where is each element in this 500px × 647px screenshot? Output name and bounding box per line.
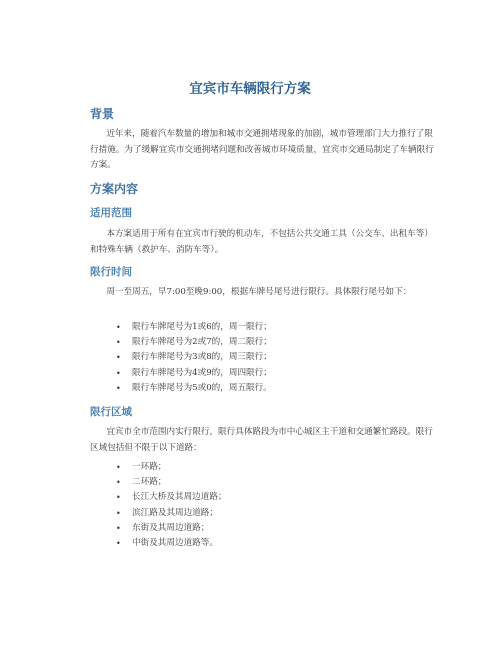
list-item bbox=[116, 381, 272, 396]
bullet-icon: • bbox=[116, 353, 121, 363]
subheading-area: 限行区域 bbox=[90, 406, 132, 418]
list-item bbox=[116, 475, 227, 490]
list-item bbox=[116, 536, 227, 551]
list-item-text: 限行车牌尾号为3或8的，周三限行； bbox=[132, 352, 272, 363]
area-list bbox=[116, 460, 227, 551]
bullet-icon: • bbox=[116, 383, 121, 393]
list-item-text: 二环路； bbox=[132, 477, 167, 488]
list-item-text: 滨江路及其周边道路； bbox=[132, 507, 218, 518]
list-item bbox=[116, 366, 272, 381]
list-item-text: 限行车牌尾号为1或6的，周一限行； bbox=[132, 322, 272, 332]
list-item-text: 中街及其周边道路等。 bbox=[132, 538, 218, 549]
list-item-text: 限行车牌尾号为2或7的，周二限行； bbox=[132, 337, 272, 348]
time-paragraph: 周一至周五，早7:00至晚9:00，根据车牌号尾号进行限行。具体限行尾号如下： bbox=[106, 287, 412, 297]
document-title: 宜宾市车辆限行方案 bbox=[189, 81, 311, 97]
background-paragraph: 近年来，随着汽车数量的增加和城市交通拥堵现象的加剧，城市管理部门大力推行了限行措施。为了缓解宜宾市交通拥堵问题和改善城市环境质量，宜宾市交通局制定了车辆限行方案。 bbox=[90, 129, 434, 170]
list-item bbox=[116, 521, 227, 536]
area-paragraph: 宜宾市全市范围内实行限行，限行具体路段为市中心城区主干道和交通繁忙路段。限行区域包括但不限于以下道路： bbox=[90, 427, 433, 453]
list-item-text: 限行车牌尾号为5或0的，周五限行。 bbox=[132, 382, 272, 393]
bullet-icon: • bbox=[116, 539, 121, 549]
list-item bbox=[116, 506, 227, 521]
bullet-icon: • bbox=[116, 478, 121, 488]
list-item bbox=[116, 490, 227, 505]
list-item bbox=[116, 335, 272, 350]
bullet-icon: • bbox=[116, 523, 121, 533]
bullet-icon: • bbox=[116, 463, 121, 472]
bullet-icon: • bbox=[116, 338, 121, 348]
list-item bbox=[116, 320, 272, 335]
list-item-text: 长江大桥及其周边道路； bbox=[132, 492, 227, 503]
time-list bbox=[116, 320, 272, 396]
section-heading-background: 背景 bbox=[90, 107, 115, 121]
list-item-text: 东街及其周边道路； bbox=[132, 522, 210, 533]
list-item-text: 一环路； bbox=[132, 462, 167, 472]
list-item bbox=[116, 460, 227, 475]
list-item bbox=[116, 350, 272, 365]
bullet-icon: • bbox=[116, 368, 121, 378]
subheading-scope: 适用范围 bbox=[90, 207, 132, 219]
scope-paragraph: 本方案适用于所有在宜宾市行驶的机动车，不包括公共交通工具（公交车、出租车等）和特殊车辆（救护车、消防车等）。 bbox=[90, 229, 433, 255]
section-heading-plan: 方案内容 bbox=[90, 182, 139, 196]
bullet-icon: • bbox=[116, 493, 121, 503]
bullet-icon: • bbox=[116, 323, 121, 332]
bullet-icon: • bbox=[116, 508, 121, 518]
list-item-text: 限行车牌尾号为4或9的，周四限行； bbox=[132, 367, 272, 378]
subheading-time: 限行时间 bbox=[90, 266, 132, 278]
